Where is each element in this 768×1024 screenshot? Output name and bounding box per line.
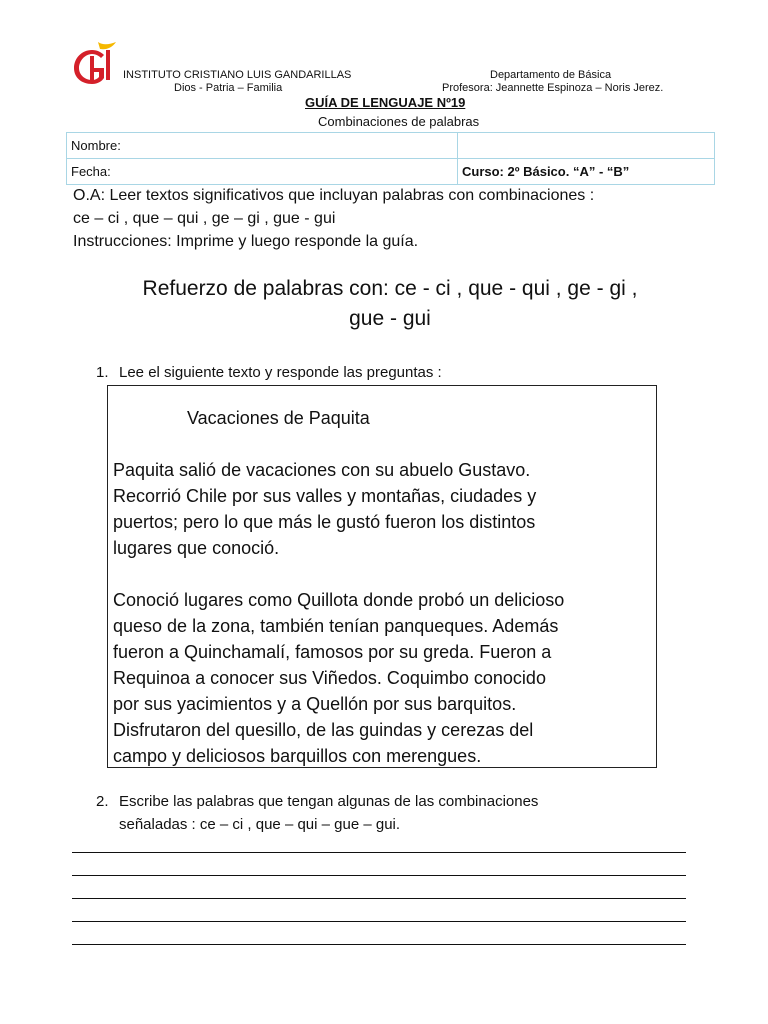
story-title: Vacaciones de Paquita (187, 408, 370, 428)
instructions: Instrucciones: Imprime y luego responde la guía. (73, 233, 419, 250)
answer-line[interactable] (72, 852, 686, 853)
story-line: Paquita salió de vacaciones con su abuelo Gustavo. (113, 460, 531, 480)
story-line: puertos; pero lo que más le gustó fueron los distintos (113, 512, 536, 532)
objective-line-1: O.A: Leer textos significativos que incluyan palabras con combinaciones : (73, 187, 595, 204)
institution-name: INSTITUTO CRISTIANO LUIS GANDARILLAS (123, 69, 352, 81)
guide-title: GUÍA DE LENGUAJE Nº19 (305, 95, 466, 110)
school-motto: Dios - Patria – Familia (174, 82, 283, 94)
objective-line-2: ce – ci , que – qui , ge – gi , gue - gui (73, 210, 336, 227)
name-extra-cell (458, 133, 715, 159)
story-line: queso de la zona, también tenían panqueques. Además (113, 616, 559, 636)
answer-line[interactable] (72, 875, 686, 876)
answer-line[interactable] (72, 921, 686, 922)
story-line: por sus yacimientos y a Quellón por sus barquitos. (113, 694, 517, 714)
answer-line[interactable] (72, 898, 686, 899)
story-line: Disfrutaron del quesillo, de las guindas y cerezas del (113, 720, 534, 740)
school-logo (70, 40, 120, 88)
date-label: Fecha: (67, 159, 458, 185)
answer-line[interactable] (72, 944, 686, 945)
question-1-number: 1. (96, 364, 109, 381)
student-info-table (66, 132, 715, 185)
teachers-line: Profesora: Jeannette Espinoza – Noris Jerez. (442, 82, 664, 94)
department-name: Departamento de Básica (490, 69, 612, 81)
story-line: fueron a Quinchamalí, famosos por su greda. Fueron a (113, 642, 552, 662)
guide-subtitle: Combinaciones de palabras (318, 114, 480, 129)
reinforce-heading-line-2: gue - gui (349, 307, 431, 330)
name-label: Nombre: (67, 133, 458, 159)
date-row (67, 159, 715, 185)
question-2-line-1: Escribe las palabras que tengan algunas de las combinaciones (119, 793, 539, 810)
logo-flame-icon (70, 40, 120, 88)
story-line: Requinoa a conocer sus Viñedos. Coquimbo conocido (113, 668, 546, 688)
story-line: lugares que conoció. (113, 538, 280, 558)
question-2-line-2: señaladas : ce – ci , que – qui – gue – gui. (119, 816, 401, 833)
name-row (67, 133, 715, 159)
story-line: Conoció lugares como Quillota donde probó un delicioso (113, 590, 565, 610)
story-box (107, 385, 657, 768)
question-1-text: Lee el siguiente texto y responde las preguntas : (119, 364, 442, 381)
reinforce-heading-line-1: Refuerzo de palabras con: ce - ci , que - qui , ge - gi , (142, 277, 638, 300)
story-line: Recorrió Chile por sus valles y montañas, ciudades y (113, 486, 537, 506)
question-2-number: 2. (96, 793, 109, 810)
story-line: campo y deliciosos barquillos con merengues. (113, 746, 482, 766)
course-label: Curso: 2º Básico. “A” - “B” (458, 159, 715, 185)
